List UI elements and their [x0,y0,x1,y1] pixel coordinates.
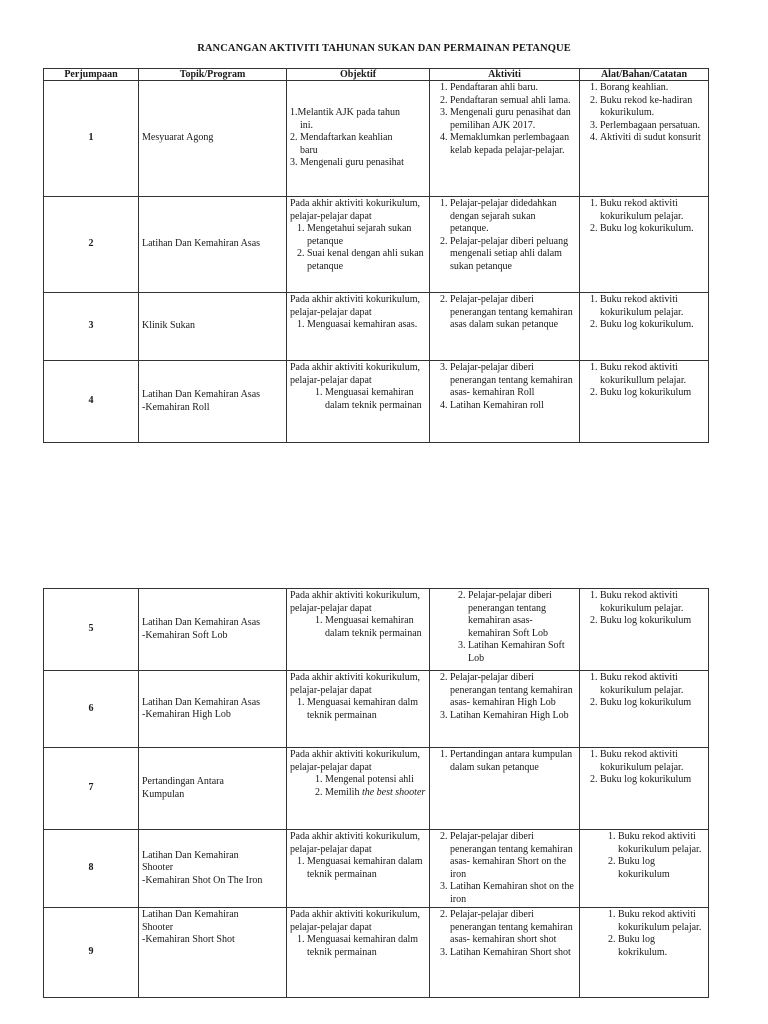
list-item: 2. Buku log kokurikulum [600,774,705,787]
row-number: 4 [44,361,139,443]
list-item: 3. Latihan Kemahiran Soft Lob [468,640,576,665]
list-item: 1. Buku rekod aktiviti kokurikulum pelajar. [600,590,705,615]
row-tools [580,361,709,443]
list-item: 2. Memilih the best shooter [325,787,426,800]
list-item: 1. Menguasai kemahiran dalam teknik permainan [307,856,426,881]
list-item: 4. Memaklumkan perlembagaan kelab kepada pelajar-pelajar. [450,132,576,157]
row-topic: Latihan Dan Kemahiran Asas [139,197,287,293]
list-item: 3. Pelajar-pelajar diberi penerangan tentang kemahiran asas- kemahiran Roll [450,362,576,400]
list-item: 2. Pelajar-pelajar diberi penerangan tentang kemahiran asas dalam sukan petanque [450,294,576,332]
row-tools [580,197,709,293]
table-row [44,361,709,443]
table-row [44,748,709,830]
row-activity [430,748,580,830]
row-tools [580,671,709,748]
row-number: 1 [44,81,139,197]
list-item: 2. Buku log kokurikulum. [600,319,705,332]
row-activity [430,830,580,908]
list-item: 3. Latihan Kemahiran shot on the iron [450,881,576,906]
list-item: 2. Pelajar-pelajar diberi penerangan tentang kemahiran asas- kemahiran Soft Lob [468,590,576,640]
table-row [44,589,709,671]
row-tools [580,830,709,908]
row-topic: Klinik Sukan [139,293,287,361]
list-item: 1. Menguasai kemahiran dalam teknik permainan [325,615,426,640]
row-number: 6 [44,671,139,748]
row-activity [430,197,580,293]
list-item: 2. Buku log kokrikulum. [618,934,705,959]
table-header-row [44,69,709,81]
header-topik: Topik/Program [139,69,287,81]
row-objective: Pada akhir aktiviti kokurikulum, pelajar-pelajar dapat 1. Menguasai kemahiran asas. [287,293,430,361]
row-number: 3 [44,293,139,361]
list-item: 1. Menguasai kemahiran asas. [307,319,426,332]
list-item: 2. Pelajar-pelajar diberi penerangan tentang kemahiran asas- kemahiran short shot [450,909,576,947]
list-item: 1. Pelajar-pelajar didedahkan dengan sejarah sukan petanque. [450,198,576,236]
row-number: 2 [44,197,139,293]
list-item: 2. Suai kenal dengan ahli sukan petanque [307,248,426,273]
list-item: 3. Latihan Kemahiran Short shot [450,947,576,960]
list-item: 1. Borang keahlian. [600,82,705,95]
list-item: 1. Pendaftaran ahli baru. [450,82,576,95]
list-item: 4. Latihan Kemahiran roll [450,400,576,413]
list-item: 1. Buku rekod aktiviti kokurikulum pelajar. [600,749,705,774]
row-number: 7 [44,748,139,830]
table-row [44,293,709,361]
activity-table-part-1 [43,68,709,443]
row-topic: Latihan Dan Kemahiran Asas -Kemahiran Roll [139,361,287,443]
row-activity [430,671,580,748]
list-item: 2. Pelajar-pelajar diberi peluang mengenali setiap ahli dalam sukan petanque [450,236,576,274]
row-tools [580,748,709,830]
row-objective: Pada akhir aktiviti kokurikulum, pelajar-pelajar dapat 1. Menguasai kemahiran dalm teknik permainan [287,908,430,998]
list-item: 1. Menguasai kemahiran dalm teknik permainan [307,934,426,959]
row-objective: Pada akhir aktiviti kokurikulum, pelajar-pelajar dapat 1. Mengenal potensi ahli 2. Memilih the best shooter [287,748,430,830]
row-topic: Mesyuarat Agong [139,81,287,197]
header-perjumpaan: Perjumpaan [44,69,139,81]
list-item: 1. Buku rekod aktiviti kokurikullum pelajar. [600,362,705,387]
list-item: 2. Pendaftaran semual ahli lama. [450,95,576,108]
list-item: 3. Perlembagaan persatuan. [600,120,705,133]
list-item: 1. Buku rekod aktiviti kokurikulum pelajar. [600,294,705,319]
table-row [44,908,709,998]
table-row [44,81,709,197]
activity-table-part-2 [43,588,709,998]
header-alat: Alat/Bahan/Catatan [580,69,709,81]
table-row [44,830,709,908]
list-item: 4. Aktiviti di sudut konsurit [600,132,705,145]
row-tools [580,81,709,197]
list-item: 1. Mengetahui sejarah sukan petanque [307,223,426,248]
row-topic: Latihan Dan Kemahiran Asas -Kemahiran Soft Lob [139,589,287,671]
list-item: 2. Pelajar-pelajar diberi penerangan tentang kemahiran asas- kemahiran High Lob [450,672,576,710]
table-row [44,671,709,748]
row-tools [580,908,709,998]
list-item: 2. Buku log kokurikulum [618,856,705,881]
header-aktiviti: Aktiviti [430,69,580,81]
list-item: 2. Pelajar-pelajar diberi penerangan tentang kemahiran asas- kemahiran Short on the iron [450,831,576,881]
row-objective: Pada akhir aktiviti kokurikulum, pelajar-pelajar dapat 1. Menguasai kemahiran dalam teknik permainan [287,830,430,908]
row-topic: Latihan Dan Kemahiran Shooter -Kemahiran Shot On The Iron [139,830,287,908]
row-objective: Pada akhir aktiviti kokurikulum, pelajar-pelajar dapat 1. Menguasai kemahiran dalam teknik permainan [287,589,430,671]
row-tools [580,293,709,361]
list-item: 1. Buku rekod aktiviti kokurikulum pelajar. [618,831,705,856]
list-item: 1. Mengenal potensi ahli [325,774,426,787]
row-number: 8 [44,830,139,908]
header-objektif: Objektif [287,69,430,81]
list-item: 3. Mengenali guru penasihat dan pemilihan AJK 2017. [450,107,576,132]
row-topic: Latihan Dan Kemahiran Shooter -Kemahiran Short Shot [139,908,287,998]
row-topic: Pertandingan Antara Kumpulan [139,748,287,830]
row-objective: Pada akhir aktiviti kokurikulum, pelajar-pelajar dapat 1. Menguasai kemahiran dalm teknik permainan [287,671,430,748]
list-item: 1. Buku rekod aktiviti kokurikulum pelajar. [600,198,705,223]
row-topic: Latihan Dan Kemahiran Asas -Kemahiran High Lob [139,671,287,748]
row-activity [430,589,580,671]
list-item: 1. Pertandingan antara kumpulan dalam sukan petanque [450,749,576,774]
row-activity [430,908,580,998]
list-item: 2. Buku log kokurikulum [600,387,705,400]
list-item: 2. Buku log kokurikulum [600,697,705,710]
row-objective: Pada akhir aktiviti kokurikulum, pelajar-pelajar dapat 1. Mengetahui sejarah sukan petanque 2. Suai kenal dengan ahli sukan petanque [287,197,430,293]
row-objective: Pada akhir aktiviti kokurikulum, pelajar-pelajar dapat 1. Menguasai kemahiran dalam teknik permainan [287,361,430,443]
table-row [44,197,709,293]
list-item: 1. Menguasai kemahiran dalm teknik permainan [307,697,426,722]
list-item: 1. Buku rekod aktiviti kokurikulum pelajar. [618,909,705,934]
list-item: 1. Menguasai kemahiran dalam teknik permainan [325,387,426,412]
row-activity [430,293,580,361]
list-item: 2. Buku rekod ke-hadiran kokurikulum. [600,95,705,120]
row-objective: 1.Melantik AJK pada tahun ini. 2. Mendaftarkan keahlian baru 3. Mengenali guru penasihat [287,81,430,197]
document-title: RANCANGAN AKTIVITI TAHUNAN SUKAN DAN PERMAINAN PETANQUE [197,43,571,54]
row-number: 5 [44,589,139,671]
list-item: 2. Buku log kokurikulum [600,615,705,628]
list-item: 1. Buku rekod aktiviti kokurikulum pelajar. [600,672,705,697]
row-number: 9 [44,908,139,998]
row-activity [430,361,580,443]
list-item: 2. Buku log kokurikulum. [600,223,705,236]
list-item: 3. Latihan Kemahiran High Lob [450,710,576,723]
row-tools [580,589,709,671]
row-activity [430,81,580,197]
